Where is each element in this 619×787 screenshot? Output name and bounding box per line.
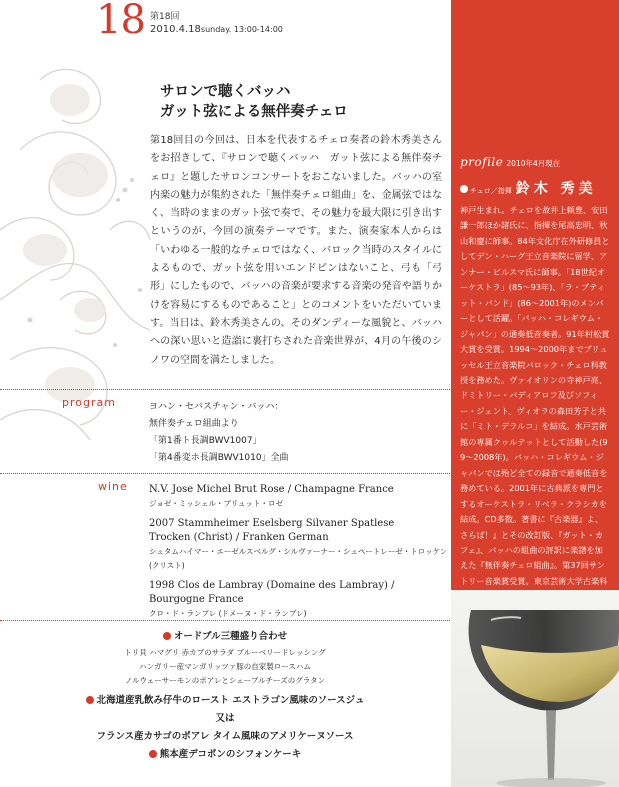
wine-name: Trocken (Christ) / Franken German: [149, 532, 329, 543]
wine-item: [149, 483, 449, 511]
dinner-menu: [0, 628, 450, 764]
wine-name: 2007 Stammheimer Eselsberg Silvaner Spatlese: [149, 518, 395, 529]
wine-name-jp: クロ・ド・ランブレ (ドメーヌ・ド・ランブレ): [149, 609, 307, 618]
page-title: [160, 82, 348, 122]
wine-item: [149, 579, 449, 621]
menu-course: オードブル三種盛り合わせ: [0, 628, 450, 646]
profile-name-row: [460, 178, 597, 198]
menu-course: 北海道産乳飲み仔牛のロースト エストラゴン風味のソースジュ: [0, 692, 450, 710]
profile-label: profile: [460, 155, 504, 169]
issue-label: 第18回: [150, 12, 180, 22]
intro-text: 第18回目の今回は、日本を代表するチェロ奏者の鈴木秀美さんをお招きして、『サロンで聴くバッハ ガット弦による無伴奏チェロ』と題したサロンコンサートをおこないました。バッハの室内楽の魅力が集約された「無伴奏チェロ組曲」を、金属弦ではなく、当時のままのガット弦で奏で、その魅力を最大限に引き出すというのが、今回の演奏テーマです。また、演奏家本人からは「いわゆる一般的なチェロではなく、バロック当時のスタイルによるもので、ガット弦を用いエンドピンはないこと、弓も「弓形」にしたもので、バッハの音楽が要求する音楽の発音や語りかけを容易にするものであること」とのコメントをいただいています。当日は、鈴木秀美さんの、そのダンディーな風貌と、バッハへの深い思いと造詣に裏打ちされた音楽世界が、4月の午後のシノワの空間を満たしました。: [150, 135, 442, 366]
event-date: [150, 24, 283, 35]
wine-divider: [0, 473, 450, 474]
profile-bio: 神戸生まれ。チェロを故井上頼豊、安田謙一郎ほか諸氏に、指揮を尾高忠明、秋山和慶に師事。84年文化庁在外研修員としてデン・ハーグ王立音楽院に留学、アンナー・ビルスマ氏に師事。「18世紀オーケストラ」(85〜93年)、「ラ・プティット・バンド」(86〜2001年)のメンバーとして活躍。「バッハ・コレギウム・ジャパン」の通奏低音奏者。91年村松賞大賞を受賞。1994〜2000年までブリュッセル王立音楽院バロック・チェロ科教授を務めた。ヴァイオリンの寺神戸亮、ドミトリー・バディアロフ及びソフィー・ジェント、ヴィオラの森田芳子と共に「ミト・デラルコ」を結成。水戸芸術館の専属クヮルテットとして活動した(99〜2008年)。バッハ・コレギウム・ジャパンでは殆ど全ての録音で通奏低音を務めている。2001年に古典派を専門とするオーケストラ・リベラ・クラシカを結成。CD多数。著書に『古楽器』よ、さらば！』とその改訂版、『ガット・カフェ』、バッハの組曲の評訳に楽譜を加えた『無伴奏チェロ組曲』。第37回サントリー音楽賞受賞。東京芸術大学古楽科: [460, 205, 610, 586]
program-divider: [0, 389, 450, 390]
program-label: program: [62, 396, 116, 409]
menu-course: 熊本産デコポンのシフォンケーキ: [0, 746, 450, 764]
menu-course-alt: フランス産カサゴのポアレ タイム風味のアメリケーヌソース: [96, 731, 354, 742]
wine-name: Bourgogne France: [149, 594, 244, 605]
menu-detail: ハンガリー産マンガリッツァ豚の自家製ロースハム: [139, 662, 311, 671]
bullet-icon: [163, 632, 171, 640]
wine-name: 1998 Clos de Lambray (Domaine des Lambray) /: [149, 580, 395, 591]
profile-name: 鈴木 秀美: [515, 181, 597, 197]
program-line: 「第4番変ホ長調BWV1010」全曲: [149, 453, 289, 463]
wine-name-jp: ジョゼ・ミッシェル・ブリュット・ロゼ: [149, 499, 284, 508]
day-time-text: sunday. 13:00-14:00: [200, 25, 283, 34]
title-line-1: サロンで聴くバッハ: [160, 84, 291, 100]
profile-date: 2010年4月現在: [506, 159, 561, 168]
profile-header: [460, 151, 560, 170]
menu-or: 又は: [215, 713, 235, 724]
wine-name-jp: シュタムハイマー・エーゼルスベルグ・シルヴァーナー・シュペートレーゼ・トロッケン (クリスト): [149, 547, 448, 570]
profile-role: チェロ／指揮: [470, 187, 512, 195]
program-line: 「第1番ト長調BWV1007」: [149, 436, 262, 446]
wine-list: [149, 483, 449, 627]
program-line: 無伴奏チェロ組曲より: [149, 419, 239, 429]
bullet-icon: [460, 185, 468, 193]
bullet-icon: [149, 750, 157, 758]
program-list: [149, 399, 289, 467]
wine-label: wine: [98, 480, 128, 493]
title-line-2: ガット弦による無伴奏チェロ: [160, 104, 348, 120]
wine-name: N.V. Jose Michel Brut Rose / Champagne France: [149, 484, 394, 495]
wine-glass-image: [451, 590, 619, 787]
menu-detail: ノルウェーサーモンのポアレとシェーブルチーズのグラタン: [124, 676, 326, 685]
bullet-icon: [86, 696, 94, 704]
issue-number: 18: [96, 0, 145, 43]
menu-divider: [0, 620, 450, 621]
program-line: ヨハン・セバスチャン・バッハ：: [149, 402, 284, 412]
date-text: 2010.4.18: [150, 24, 201, 35]
wine-item: [149, 517, 449, 573]
menu-detail: トリ貝 ハマグリ 赤カブのサラダ ブルーベリードレッシング: [124, 648, 326, 657]
